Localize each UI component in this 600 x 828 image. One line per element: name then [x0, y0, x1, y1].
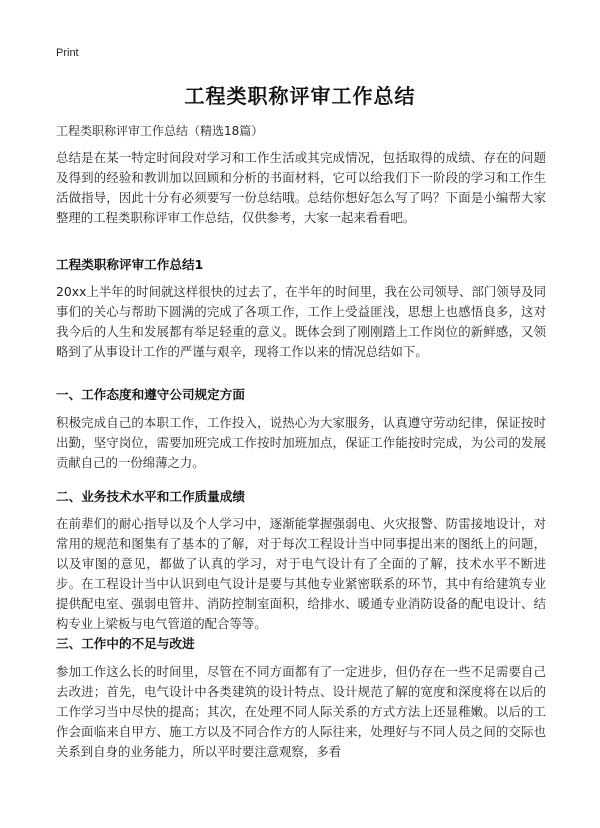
- part3-heading: 三、工作中的不足与改进: [56, 636, 195, 651]
- print-link[interactable]: Print: [56, 47, 79, 59]
- document-subtitle: 工程类职称评审工作总结（精选18篇）: [56, 124, 264, 138]
- page-title: 工程类职称评审工作总结: [184, 84, 416, 108]
- part3-paragraph: 参加工作这么长的时间里，尽管在不同方面都有了一定进步，但仍存在一些不足需要自己去改进；首先，电气设计中各类建筑的设计特点、设计规范了解的宽度和深度将在以后的工作学习当中尽快的提高；其次，在处理不同人际关系的方式方法上还显稚嫩。以后的工作会面临来自甲方、施工方以及不同合作方的人际往来，处理好与不同人员之间的交际也关系到自身的业务能力，所以平时要注意观察，多看: [56, 664, 546, 759]
- section1-paragraph: 20xx上半年的时间就这样很快的过去了，在半年的时间里，我在公司领导、部门领导及同事们的关心与帮助下圆满的完成了各项工作，工作上受益匪浅，思想上也感悟良多，这对我今后的人生和发展都有举足轻重的意义。既体会到了刚刚踏上工作岗位的新鲜感，又领略到了从事设计工作的严谨与艰辛，现将工作以来的情况总结如下。: [56, 284, 546, 359]
- part2-heading: 二、业务技术水平和工作质量成绩: [56, 489, 245, 504]
- section1-heading: 工程类职称评审工作总结1: [56, 257, 204, 272]
- part1-paragraph: 积极完成自己的本职工作，工作投入，说热心为大家服务，认真遵守劳动纪律，保证按时出勤，坚守岗位，需要加班完成工作按时加班加点，保证工作能按时完成，为公司的发展贡献自己的一份绵薄之力。: [56, 415, 546, 470]
- part1-heading: 一、工作态度和遵守公司规定方面: [56, 387, 245, 402]
- intro-paragraph: 总结是在某一特定时间段对学习和工作生活或其完成情况，包括取得的成绩、存在的问题及得到的经验和教训加以回顾和分析的书面材料，它可以给我们下一阶段的学习和工作生活做指导，因此十分有必须要写一份总结哦。总结你想好怎么写了吗？下面是小编帮大家整理的工程类职称评审工作总结，仅供参考，大家一起来看看吧。: [56, 150, 546, 225]
- part2-paragraph: 在前辈们的耐心指导以及个人学习中，逐渐能掌握强弱电、火灾报警、防雷接地设计，对常用的规范和图集有了基本的了解，对于每次工程设计当中同事提出来的图纸上的问题，以及审图的意见，都做了认真的学习，对于电气设计有了全面的了解，技术水平不断进步。在工程设计当中认识到电气设计是要与其他专业紧密联系的环节，其中有给建筑专业提供配电室、强弱电管井、消防控制室面积，给排水、暖通专业消防设备的配电设计、结构专业上梁板与电气管道的配合等等。: [56, 516, 546, 631]
